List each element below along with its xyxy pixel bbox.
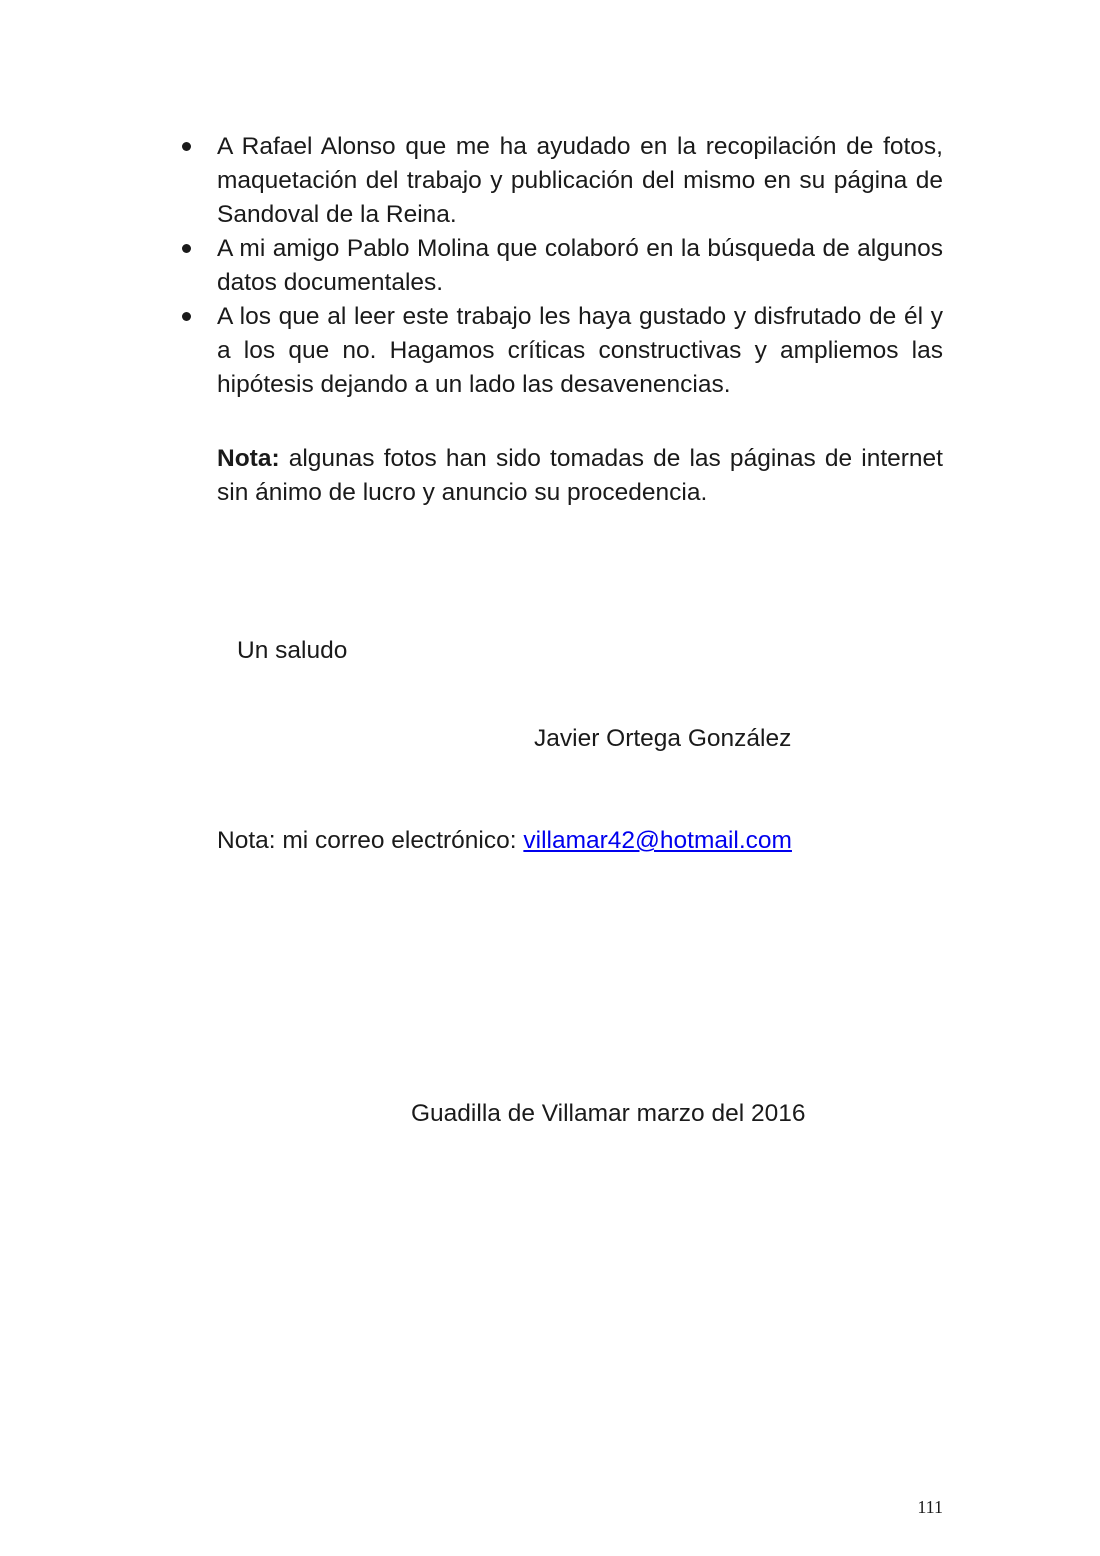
email-link[interactable]: villamar42@hotmail.com <box>523 827 792 854</box>
list-item-text: A Rafael Alonso que me ha ayudado en la recopilación de fotos, maquetación del trabajo y publicación del mismo en su página de Sandoval de la Reina. <box>217 133 943 228</box>
acknowledgements-list <box>217 130 943 402</box>
photo-note <box>217 442 943 510</box>
contact-label: Nota: mi correo electrónico: <box>217 827 524 854</box>
place-date: Guadilla de Villamar marzo del 2016 <box>411 1100 806 1127</box>
bullet-icon <box>182 312 191 321</box>
list-item <box>217 130 943 232</box>
bullet-icon <box>182 244 191 253</box>
contact-note <box>217 824 792 858</box>
list-item-text: A los que al leer este trabajo les haya gustado y disfrutado de él y a los que no. Hagamos críticas constructivas y ampliemos las hipótesis dejando a un lado las desavenencias. <box>217 303 943 398</box>
list-item-text: A mi amigo Pablo Molina que colaboró en la búsqueda de algunos datos documentales. <box>217 235 943 296</box>
note-text: algunas fotos han sido tomadas de las páginas de internet sin ánimo de lucro y anuncio su procedencia. <box>217 445 943 506</box>
page-number: 111 <box>917 1497 943 1517</box>
note-label: Nota: <box>217 445 280 472</box>
bullet-icon <box>182 142 191 151</box>
list-item <box>217 232 943 300</box>
signature: Javier Ortega González <box>534 725 792 752</box>
greeting: Un saludo <box>237 637 348 664</box>
list-item <box>217 300 943 402</box>
